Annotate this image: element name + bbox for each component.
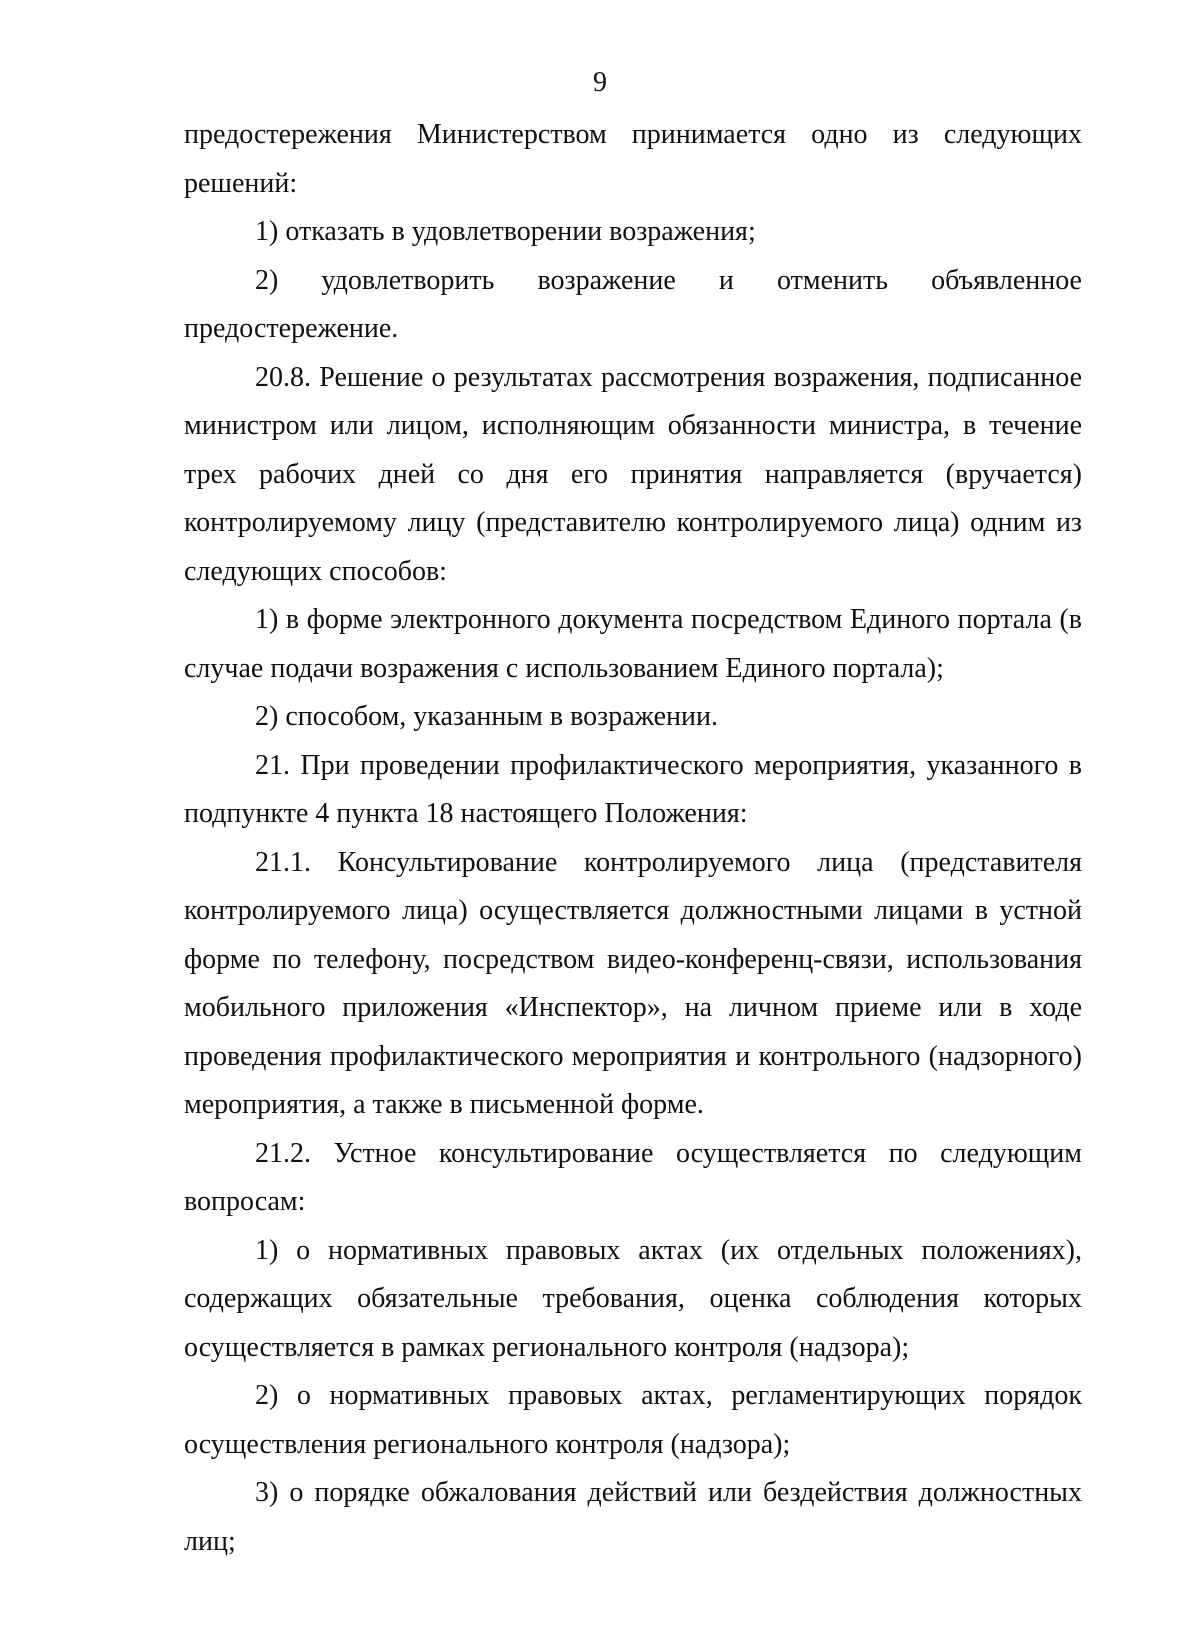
list-item: 2) о нормативных правовых актах, регламентирующих порядок осуществления регионального контроля (надзора);	[184, 1380, 1082, 1460]
page-number: 9	[593, 67, 607, 98]
list-item: 2) способом, указанным в возражении.	[255, 701, 718, 732]
document-body	[184, 111, 1082, 1566]
list-item: 1) о нормативных правовых актах (их отдельных положениях), содержащих обязательные требования, оценка соблюдения которых осуществляется в рамках регионального контроля (надзора);	[184, 1234, 1082, 1363]
list-item: 1) отказать в удовлетворении возражения;	[255, 216, 756, 247]
paragraph: 20.8. Решение о результатах рассмотрения возражения, подписанное министром или лицом, исполняющим обязанности министра, в течение трех рабочих дней со дня его принятия направляется (вручается) контролируемому лицу (представителю контролируемого лица) одним из следующих способов:	[184, 361, 1082, 587]
paragraph: предостережения Министерством принимается одно из следующих решений:	[184, 119, 1082, 199]
list-item: 1) в форме электронного документа посредством Единого портала (в случае подачи возражения с использованием Единого портала);	[184, 604, 1082, 684]
paragraph: 21.1. Консультирование контролируемого лица (представителя контролируемого лица) осуществляется должностными лицами в устной форме по телефону, посредством видео-конференц-связи, использования мобильного приложения «Инспектор», на личном приеме или в ходе проведения профилактического мероприятия и контрольного (надзорного) мероприятия, а также в письменной форме.	[184, 846, 1082, 1120]
list-item: 3) о порядке обжалования действий или бездействия должностных лиц;	[184, 1477, 1082, 1557]
paragraph: 21.2. Устное консультирование осуществляется по следующим вопросам:	[184, 1137, 1082, 1217]
paragraph: 21. При проведении профилактического мероприятия, указанного в подпункте 4 пункта 18 настоящего Положения:	[184, 749, 1082, 829]
list-item: 2) удовлетворить возражение и отменить объявленное предостережение.	[184, 264, 1082, 344]
